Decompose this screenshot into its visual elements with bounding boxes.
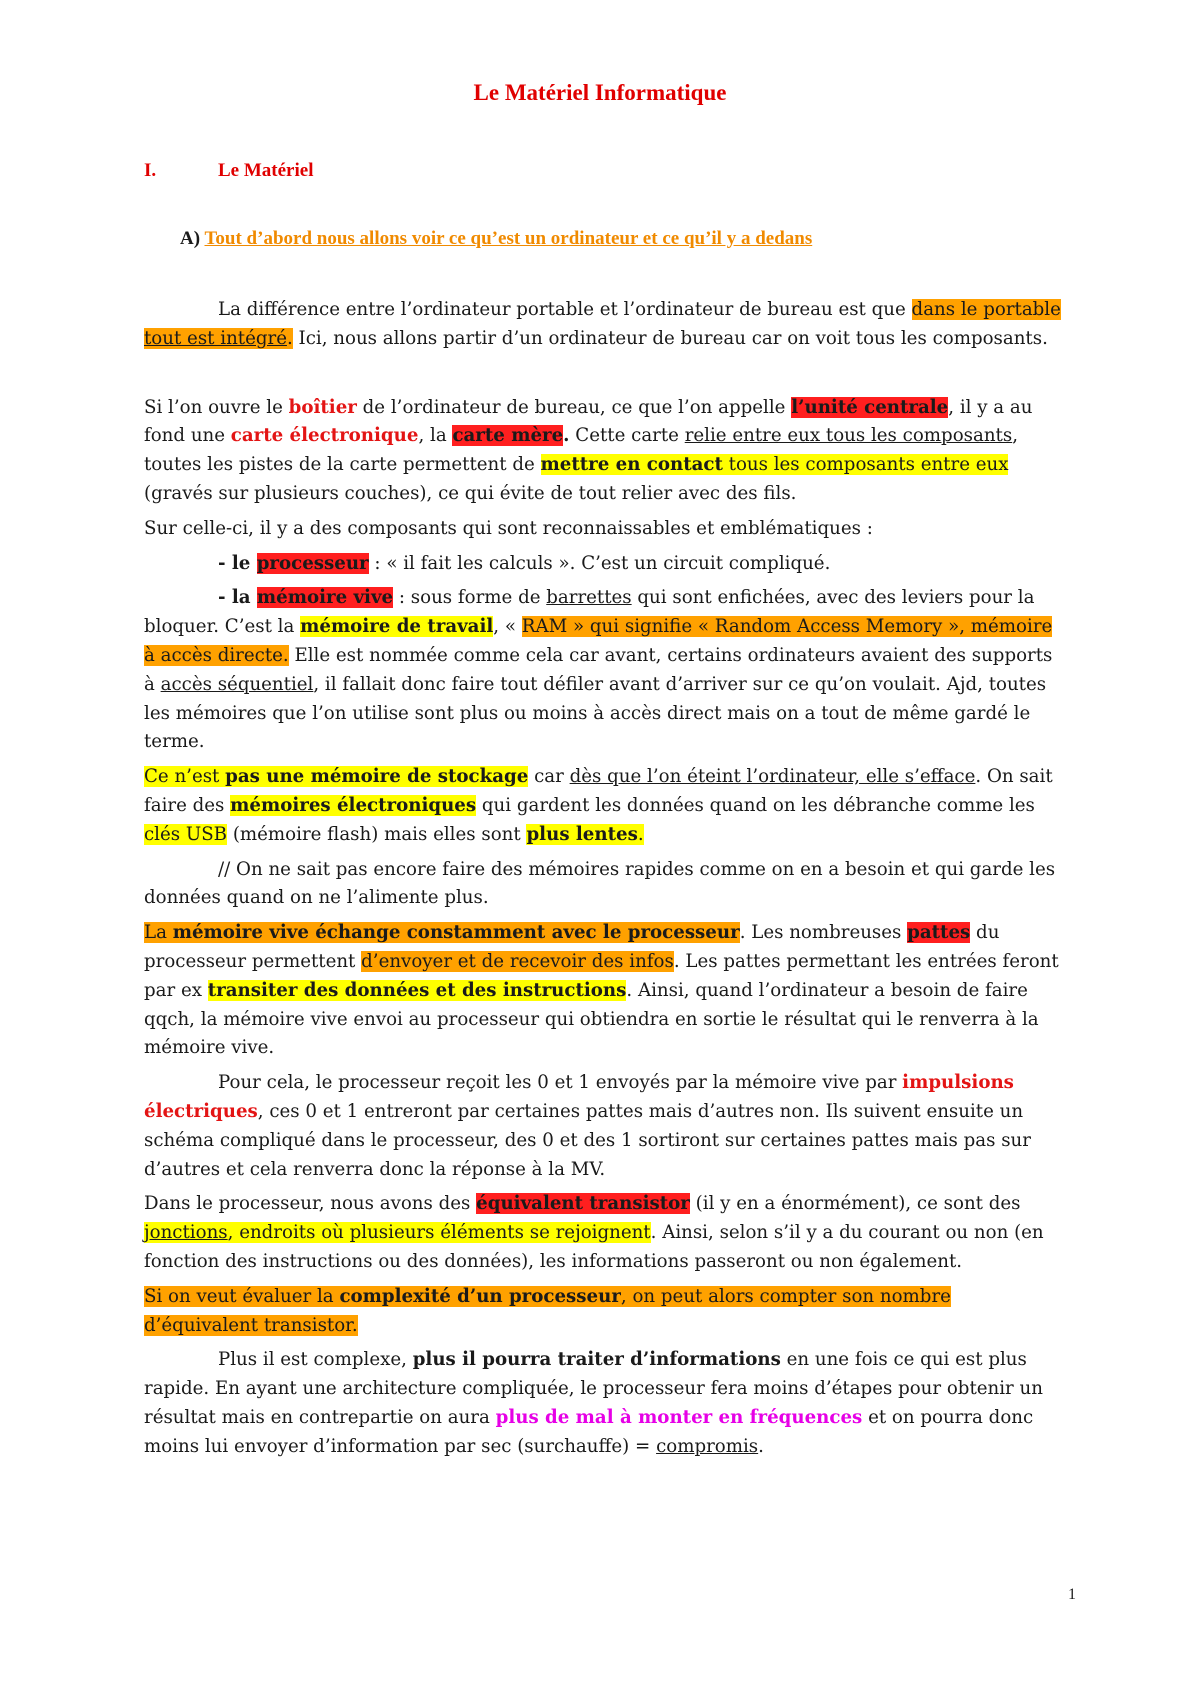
paragraph-stockage: Ce n’est pas une mémoire de stockage car dès que l’on éteint l’ordinateur, elle s’efface. On sait faire des mémoires électroniques qui gardent les données quand on les débranche comme les clés USB (mémoire flash) mais elles sont plus lentes. xyxy=(144,766,1053,845)
paragraph-laptop: La différence entre l’ordinateur portable et l’ordinateur de bureau est que dans le portable tout est intégré. Ici, nous allons partir d’un ordinateur de bureau car on voit tous les composants. xyxy=(144,299,1061,349)
page-number: 1 xyxy=(1068,1586,1076,1603)
section-number: I. xyxy=(144,160,157,181)
page-title: Le Matériel Informatique xyxy=(473,80,727,105)
paragraph-components-intro: Sur celle-ci, il y a des composants qui sont reconnaissables et emblématiques : xyxy=(144,517,873,539)
subsection-heading xyxy=(180,228,812,250)
list-item-processeur: - le processeur : « il fait les calculs ». C’est un circuit compliqué. xyxy=(218,552,831,574)
paragraph-impulsions: Pour cela, le processeur reçoit les 0 et 1 envoyés par la mémoire vive par impulsions électriques, ces 0 et 1 entreront par certaines pattes mais d’autres non. Ils suivent ensuite un schéma compliqué dans le processeur, des 0 et des 1 sortiront sur certaines pattes mais pas sur d’autres et cela renverra donc la réponse à la MV. xyxy=(144,1072,1031,1180)
paragraph-compromis: Plus il est complexe, plus il pourra traiter d’informations en une fois ce qui est plus rapide. En ayant une architecture compliquée, le processeur fera moins d’étapes pour obtenir un résultat mais en contrepartie on aura plus de mal à monter en fréquences et on pourra donc moins lui envoyer d’information par sec (surchauffe) = compromis. xyxy=(144,1349,1043,1457)
section-label: Le Matériel xyxy=(218,160,314,181)
paragraph-boitier: Si l’on ouvre le boîtier de l’ordinateur de bureau, ce que l’on appelle l’unité centrale, il y a au fond une carte électronique, la carte mère. Cette carte relie entre eux tous les composants, toutes les pistes de la carte permettent de mettre en contact tous les composants entre eux (gravés sur plusieurs couches), ce qui évite de tout relier avec des fils. xyxy=(144,396,1033,504)
paragraph-echange: La mémoire vive échange constamment avec le processeur. Les nombreuses pattes du processeur permettent d’envoyer et de recevoir des infos. Les pattes permettant les entrées feront par ex transiter des données et des instructions. Ainsi, quand l’ordinateur a besoin de faire qqch, la mémoire vive envoi au processeur qui obtiendra en sortie le résultat qui le renverra à la mémoire vive. xyxy=(144,922,1059,1059)
section-heading xyxy=(144,160,313,182)
paragraph-complexite: Si on veut évaluer la complexité d’un processeur, on peut alors compter son nombre d’équivalent transistor. xyxy=(144,1285,951,1336)
subsection-label: Tout d’abord nous allons voir ce qu’est un ordinateur et ce qu’il y a dedans xyxy=(204,228,813,249)
paragraph-note: // On ne sait pas encore faire des mémoires rapides comme on en a besoin et qui garde les données quand on ne l’alimente plus. xyxy=(144,858,1056,909)
list-item-memoire-vive: - la mémoire vive : sous forme de barrettes qui sont enfichées, avec des leviers pour la bloquer. C’est la mémoire de travail, « RAM » qui signifie « Random Access Memory », mémoire à accès directe. Elle est nommée comme cela car avant, certains ordinateurs avaient des supports à accès séquentiel, il fallait donc faire tout défiler avant d’arriver sur ce qu’on voulait. Ajd, toutes les mémoires que l’on utilise sont plus ou moins à accès direct mais on a tout de même gardé le terme. xyxy=(144,587,1053,753)
document-body xyxy=(144,296,1066,1467)
subsection-letter: A) xyxy=(180,228,201,249)
paragraph-transistor: Dans le processeur, nous avons des équivalent transistor (il y en a énormément), ce sont des jonctions, endroits où plusieurs éléments se rejoignent. Ainsi, selon s’il y a du courant ou non (en fonction des instructions ou des données), les informations passeront ou non également. xyxy=(144,1193,1044,1272)
